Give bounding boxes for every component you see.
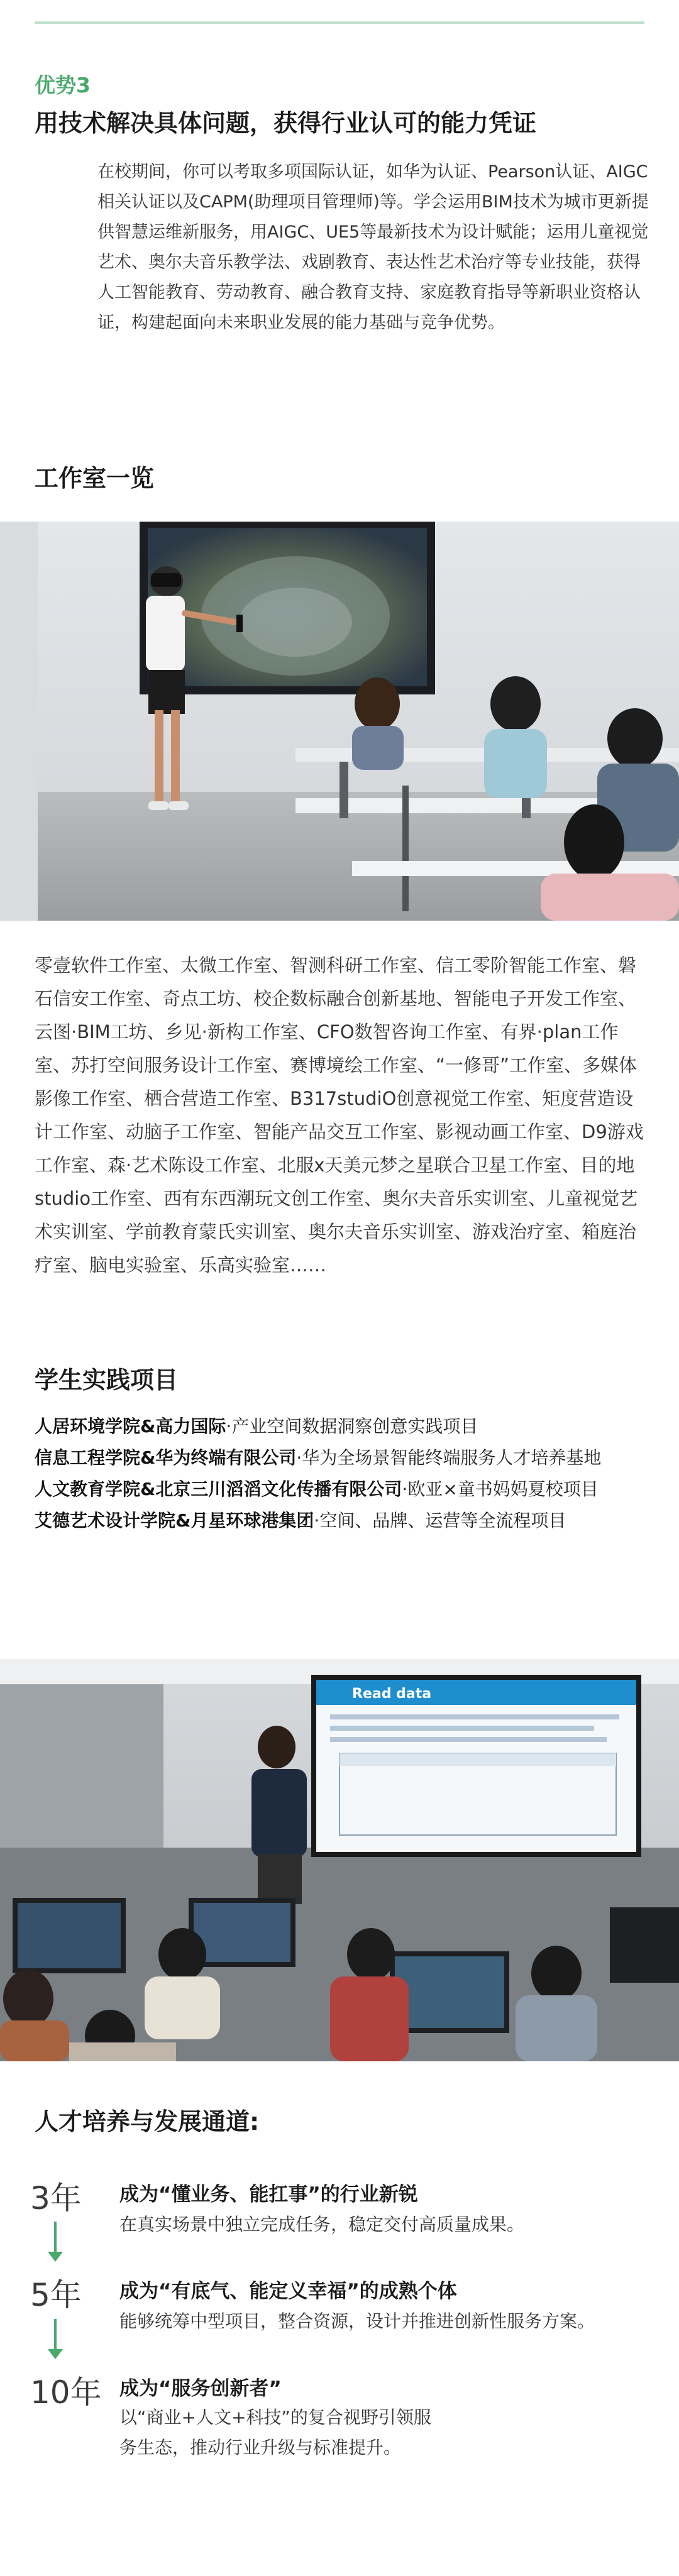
stage-years: 10年 — [30, 2374, 102, 2411]
top-divider — [35, 21, 644, 24]
stage-title: 成为“有底气、能定义幸福”的成熟个体 — [119, 2280, 457, 2303]
projects-list — [35, 1411, 663, 1537]
advantage-title: 用技术解决具体问题，获得行业认可的能力凭证 — [35, 109, 537, 137]
project-org: 人居环境学院&高力国际 — [35, 1416, 226, 1437]
advantage-kicker: 优势3 — [35, 73, 91, 97]
project-item — [35, 1442, 663, 1474]
project-org: 人文教育学院&北京三川滔滔文化传播有限公司 — [35, 1479, 402, 1499]
studios-list: 零壹软件工作室、太微工作室、智测科研工作室、信工零阶智能工作室、磐石信安工作室、奇点工坊、校企数标融合创新基地、智能电子开发工作室、云图·BIM工坊、乡见·新构工作室、CFO数智咨询工作室、有界·plan工作室、苏打空间服务设计工作室、赛博境绘工作室、“一修哥”工作室、多媒体影像工作室、栖合营造工作室、B317studiO创意视觉工作室、矩度营造设计工作室、动脑子工作室、智能产品交互工作室、影视动画工作室、D9游戏工作室、森·艺术陈设工作室、北服x天美元梦之星联合卫星工作室、目的地studio工作室、西有东西潮玩文创工作室、奥尔夫音乐实训室、儿童视觉艺术实训室、学前教育蒙氏实训室、奥尔夫音乐实训室、游戏治疗室、箱庭治疗室、脑电实验室、乐高实验室…… — [35, 955, 644, 1276]
project-desc: ·产业空间数据洞察创意实践项目 — [226, 1416, 478, 1437]
projects-heading: 学生实践项目 — [35, 1366, 179, 1394]
vr-classroom-photo — [0, 522, 679, 921]
project-item — [35, 1505, 663, 1537]
down-arrow-icon — [54, 2319, 57, 2350]
project-desc: ·欧亚×童书妈妈夏校项目 — [402, 1479, 599, 1499]
stage-years: 3年 — [30, 2180, 82, 2217]
project-item — [35, 1474, 663, 1505]
project-org: 艾德艺术设计学院&月星环球港集团 — [35, 1510, 314, 1531]
stage-title: 成为“懂业务、能扛事”的行业新锐 — [119, 2183, 418, 2206]
project-item — [35, 1411, 663, 1442]
project-org: 信息工程学院&华为终端有限公司 — [35, 1447, 297, 1468]
slide-title: Read data — [352, 1686, 432, 1702]
stage-desc: 能够统筹中型项目，整合资源，设计并推进创新性服务方案。 — [119, 2311, 595, 2332]
lecture-lab-photo — [0, 1659, 679, 2061]
stage-title: 成为“服务创新者” — [119, 2377, 282, 2400]
down-arrow-icon — [54, 2222, 57, 2253]
stage-desc: 以“商业+人文+科技”的复合视野引领服务生态，推动行业升级与标准提升。 — [119, 2407, 431, 2458]
career-heading: 人才培养与发展通道: — [35, 2108, 260, 2135]
project-desc: ·空间、品牌、运营等全流程项目 — [314, 1510, 566, 1531]
stage-desc: 在真实场景中独立完成任务，稳定交付高质量成果。 — [119, 2214, 525, 2235]
studios-heading: 工作室一览 — [35, 464, 155, 492]
stage-years: 5年 — [30, 2277, 82, 2313]
advantage-body: 在校期间，你可以考取多项国际认证，如华为认证、Pearson认证、AIGC相关认证以及CAPM(助理项目管理师)等。学会运用BIM技术为城市更新提供智慧运维新服务，用AIGC、UE5等最新技术为设计赋能；运用儿童视觉艺术、奥尔夫音乐教学法、戏剧教育、表达性艺术治疗等专业技能，获得人工智能教育、劳动教育、融合教育支持、家庭教育指导等新职业资格认证，构建起面向未来职业发展的能力基础与竞争优势。 — [97, 162, 649, 332]
project-desc: ·华为全场景智能终端服务人才培养基地 — [296, 1447, 602, 1468]
